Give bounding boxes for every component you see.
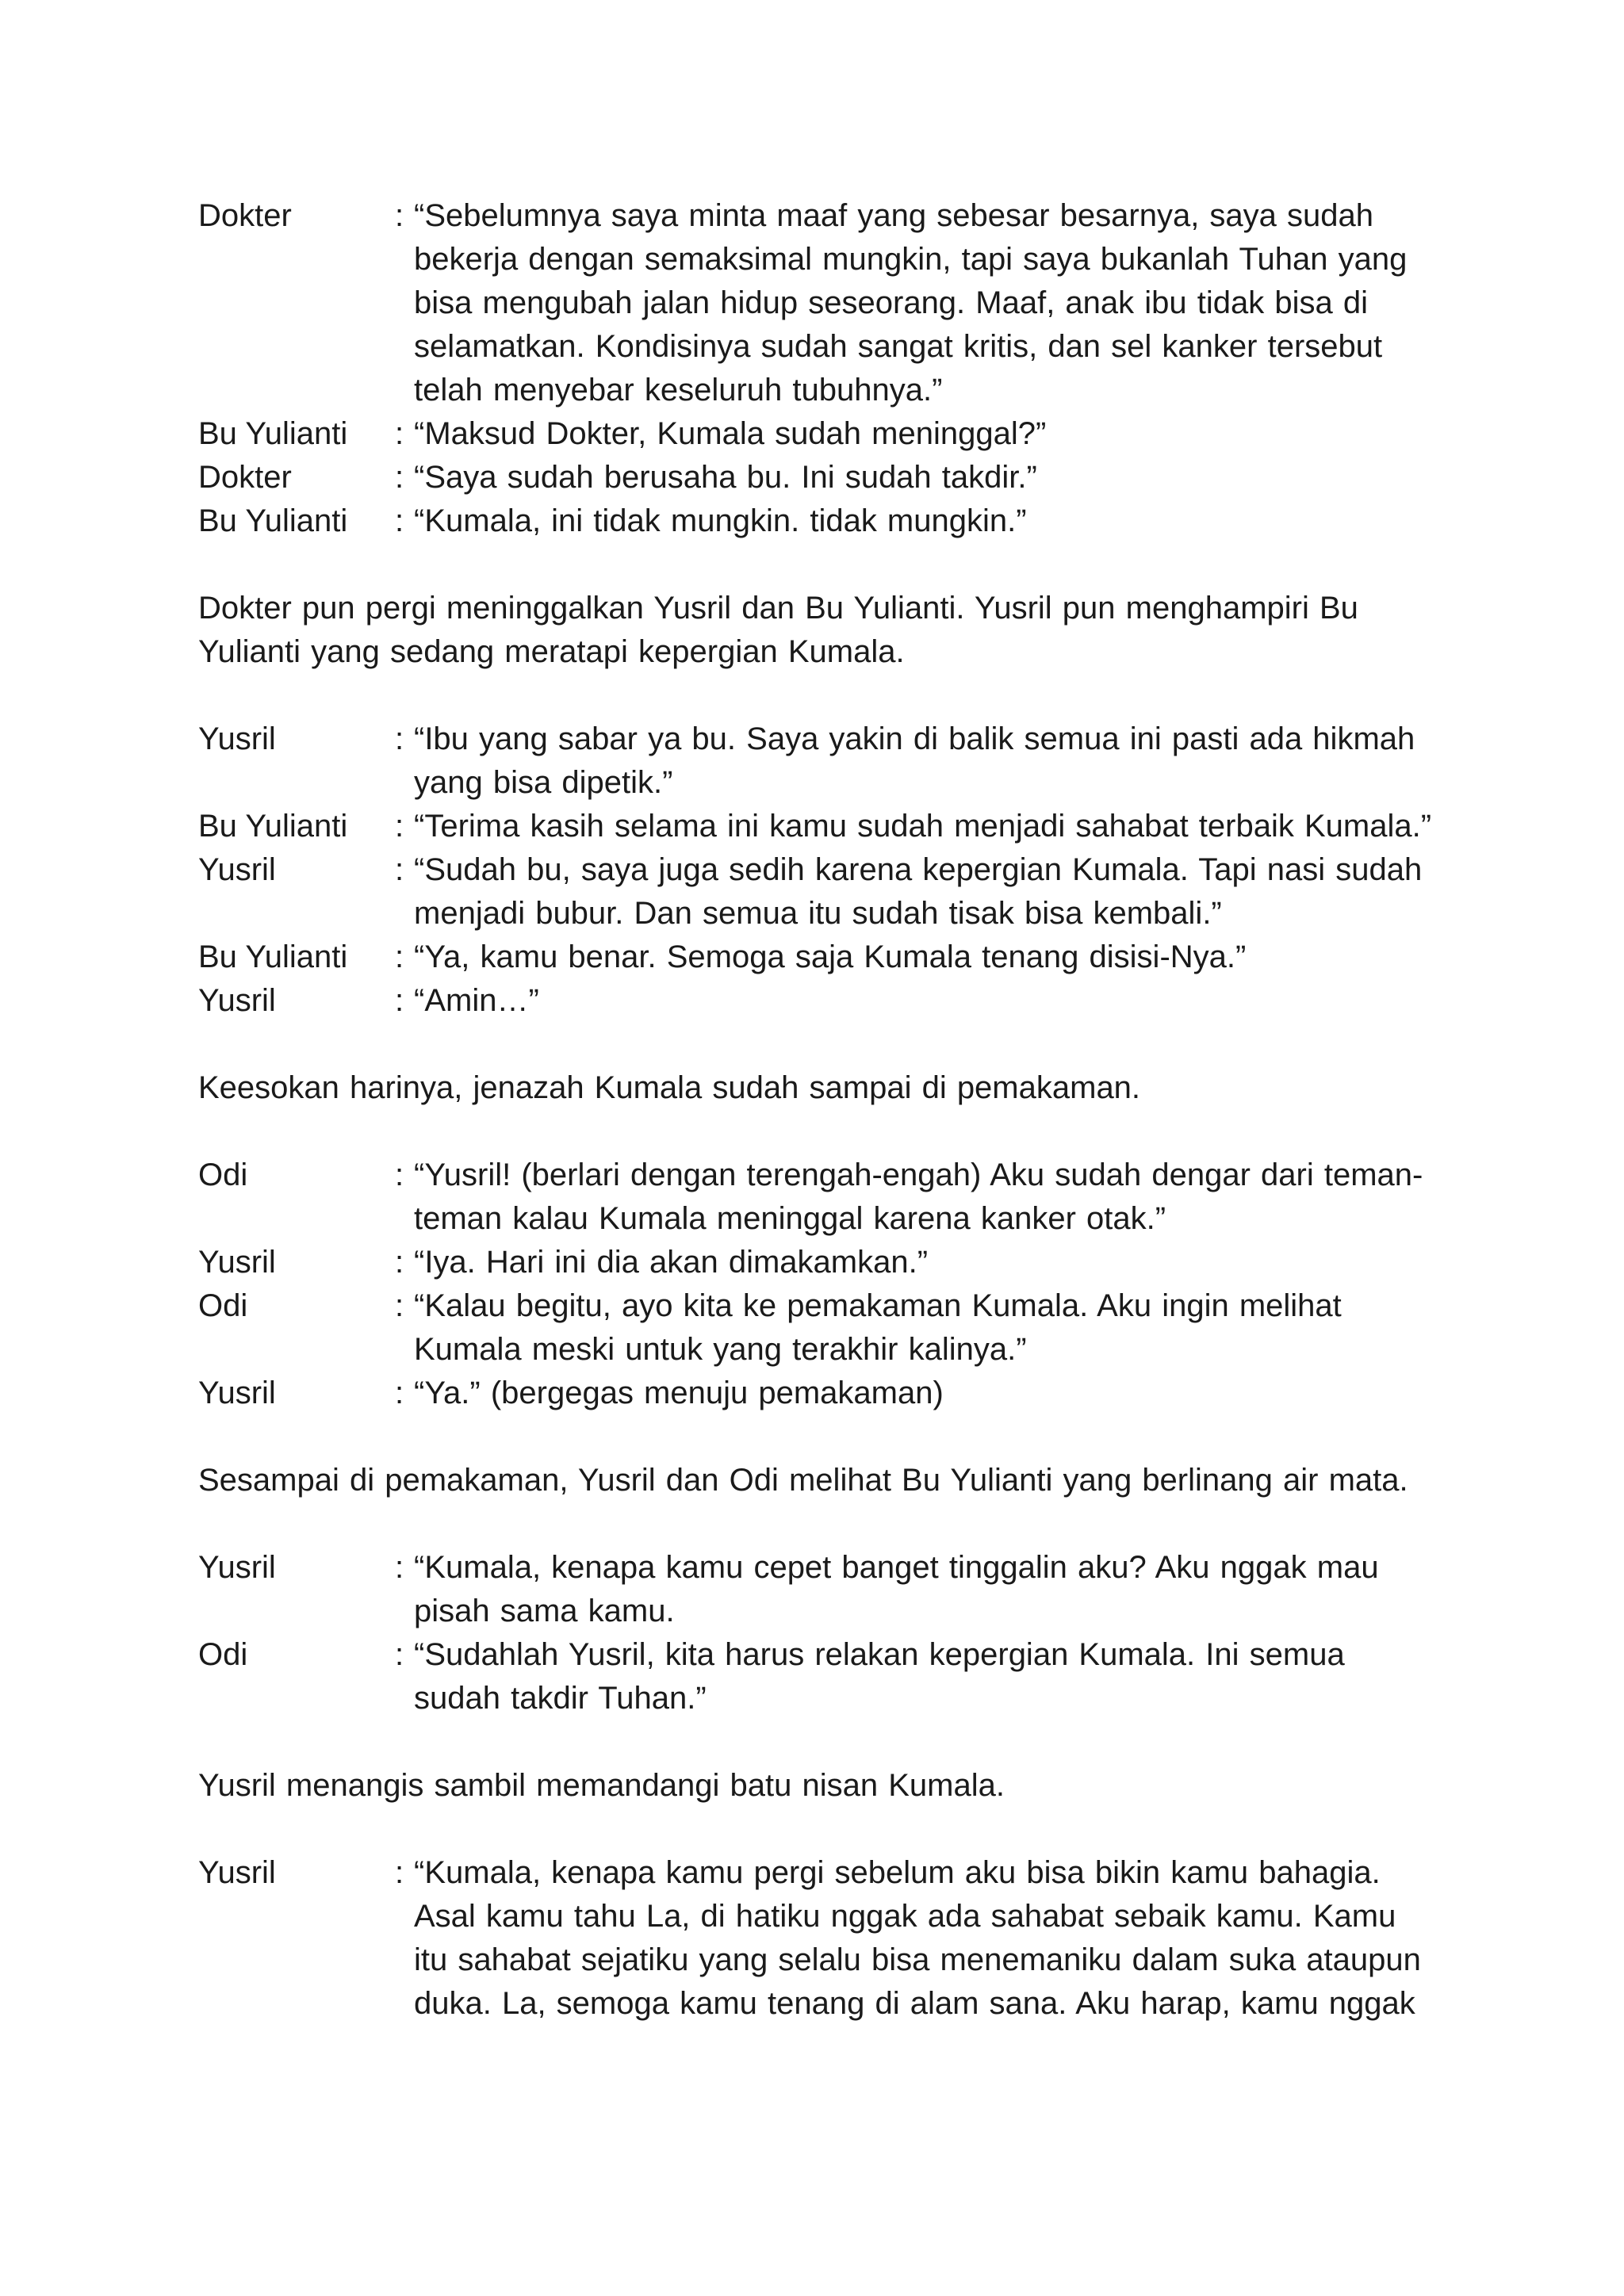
dialogue-line: [198, 456, 1435, 499]
colon-separator: :: [395, 809, 404, 844]
speaker-name: Yusril: [198, 721, 276, 756]
paragraph-gap: [198, 1415, 1435, 1459]
dialogue-line: [198, 1372, 1435, 1415]
speaker-name: Odi: [198, 1637, 248, 1672]
colon-separator: :: [395, 1550, 404, 1585]
dialogue-line: [198, 1633, 1435, 1720]
colon-separator: :: [395, 1637, 404, 1672]
speech-text: “Iya. Hari ini dia akan dimakamkan.”: [414, 1245, 929, 1280]
dialogue-line: [198, 194, 1435, 412]
speech-text: “Saya sudah berusaha bu. Ini sudah takdir.”: [414, 460, 1037, 495]
narration-paragraph: Dokter pun pergi meninggalkan Yusril dan Bu Yulianti. Yusril pun menghampiri Bu Yulianti yang sedang meratapi kepergian Kumala.: [198, 591, 1358, 669]
dialogue-line: [198, 412, 1435, 456]
script-body: [198, 194, 1435, 2026]
paragraph-gap: [198, 1502, 1435, 1546]
narration-paragraph: Keesokan harinya, jenazah Kumala sudah sampai di pemakaman.: [198, 1070, 1141, 1105]
speech-text: “Sebelumnya saya minta maaf yang sebesar besarnya, saya sudah bekerja dengan semaksimal mungkin, tapi saya bukanlah Tuhan yang bisa mengubah jalan hidup seseorang. Maaf, anak ibu tidak bisa di selamatkan. Kondisinya sudah sangat kritis, dan sel kanker tersebut telah menyebar keseluruh tubuhnya.”: [414, 198, 1408, 408]
colon-separator: :: [395, 1245, 404, 1280]
dialogue-line: [198, 718, 1435, 805]
paragraph-gap: [198, 674, 1435, 718]
speech-text: “Maksud Dokter, Kumala sudah meninggal?”: [414, 416, 1047, 451]
dialogue-line: [198, 1284, 1435, 1372]
speaker-name: Bu Yulianti: [198, 503, 348, 538]
colon-separator: :: [395, 503, 404, 538]
paragraph-gap: [198, 1720, 1435, 1764]
speaker-name: Dokter: [198, 460, 292, 495]
speaker-name: Odi: [198, 1288, 248, 1323]
speech-text: “Sudah bu, saya juga sedih karena kepergian Kumala. Tapi nasi sudah menjadi bubur. Dan semua itu sudah tisak bisa kembali.”: [414, 852, 1423, 931]
colon-separator: :: [395, 460, 404, 495]
colon-separator: :: [395, 983, 404, 1018]
speaker-name: Dokter: [198, 198, 292, 233]
dialogue-line: [198, 1241, 1435, 1284]
dialogue-line: [198, 805, 1435, 848]
speech-text: “Kumala, ini tidak mungkin. tidak mungkin.”: [414, 503, 1027, 538]
colon-separator: :: [395, 1158, 404, 1192]
paragraph-gap: [198, 1110, 1435, 1154]
paragraph-gap: [198, 1023, 1435, 1066]
colon-separator: :: [395, 1288, 404, 1323]
speaker-name: Yusril: [198, 1855, 276, 1890]
paragraph-gap: [198, 543, 1435, 587]
colon-separator: :: [395, 416, 404, 451]
speech-text: “Sudahlah Yusril, kita harus relakan kepergian Kumala. Ini semua sudah takdir Tuhan.”: [414, 1637, 1345, 1716]
speech-text: “Terima kasih selama ini kamu sudah menjadi sahabat terbaik Kumala.”: [414, 809, 1432, 844]
colon-separator: :: [395, 198, 404, 233]
dialogue-line: [198, 1851, 1435, 2026]
speech-text: “Ya.” (bergegas menuju pemakaman): [414, 1376, 944, 1410]
paragraph-gap: [198, 1808, 1435, 1851]
speaker-name: Bu Yulianti: [198, 939, 348, 974]
speech-text: “Amin…”: [414, 983, 539, 1018]
dialogue-line: [198, 936, 1435, 979]
speech-text: “Kumala, kenapa kamu cepet banget tinggalin aku? Aku nggak mau pisah sama kamu.: [414, 1550, 1379, 1628]
colon-separator: :: [395, 1855, 404, 1890]
speaker-name: Yusril: [198, 1376, 276, 1410]
speech-text: “Kumala, kenapa kamu pergi sebelum aku bisa bikin kamu bahagia. Asal kamu tahu La, di hatiku nggak ada sahabat sebaik kamu. Kamu itu sahabat sejatiku yang selalu bisa menemaniku dalam suka ataupun duka. La, semoga kamu tenang di alam sana. Aku harap, kamu nggak: [414, 1855, 1421, 2021]
speech-text: “Ibu yang sabar ya bu. Saya yakin di balik semua ini pasti ada hikmah yang bisa dipetik.”: [414, 721, 1415, 800]
speech-text: “Yusril! (berlari dengan terengah-engah) Aku sudah dengar dari teman-teman kalau Kumala meninggal karena kanker otak.”: [414, 1158, 1423, 1236]
speaker-name: Yusril: [198, 1245, 276, 1280]
dialogue-line: [198, 1154, 1435, 1241]
narration-paragraph: Yusril menangis sambil memandangi batu nisan Kumala.: [198, 1768, 1005, 1803]
dialogue-line: [198, 499, 1435, 543]
speaker-name: Bu Yulianti: [198, 809, 348, 844]
dialogue-line: [198, 979, 1435, 1023]
narration-paragraph: Sesampai di pemakaman, Yusril dan Odi melihat Bu Yulianti yang berlinang air mata.: [198, 1463, 1408, 1498]
dialogue-line: [198, 1546, 1435, 1633]
colon-separator: :: [395, 1376, 404, 1410]
colon-separator: :: [395, 852, 404, 887]
colon-separator: :: [395, 721, 404, 756]
speaker-name: Yusril: [198, 983, 276, 1018]
speech-text: “Kalau begitu, ayo kita ke pemakaman Kumala. Aku ingin melihat Kumala meski untuk yang terakhir kalinya.”: [414, 1288, 1342, 1367]
speaker-name: Odi: [198, 1158, 248, 1192]
speaker-name: Yusril: [198, 852, 276, 887]
speech-text: “Ya, kamu benar. Semoga saja Kumala tenang disisi-Nya.”: [414, 939, 1247, 974]
speaker-name: Bu Yulianti: [198, 416, 348, 451]
colon-separator: :: [395, 939, 404, 974]
dialogue-line: [198, 848, 1435, 936]
speaker-name: Yusril: [198, 1550, 276, 1585]
